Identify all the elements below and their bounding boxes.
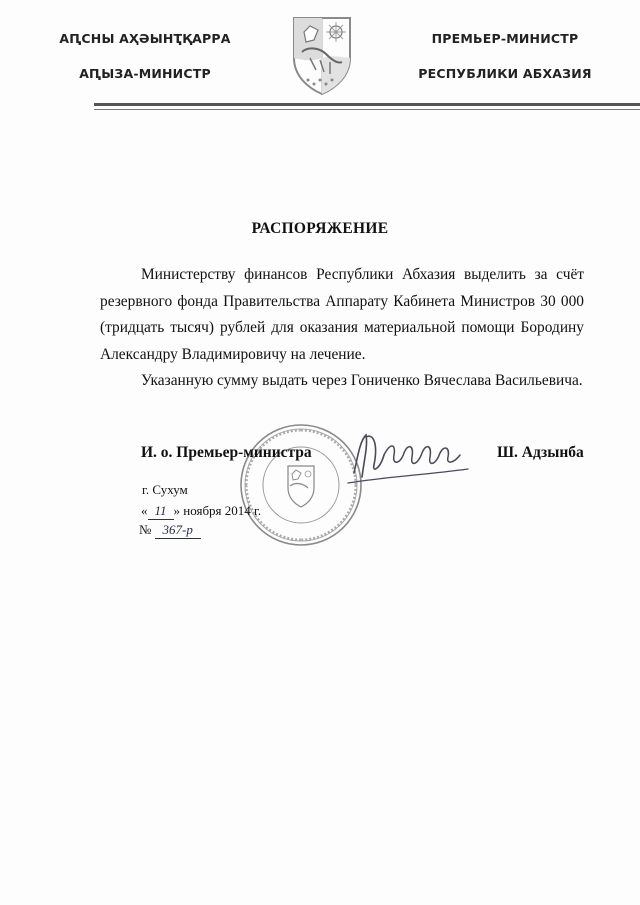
date-open-quote: « bbox=[141, 503, 148, 518]
signatory-position: И. о. Премьер-министра bbox=[141, 444, 312, 461]
number-label: № bbox=[139, 522, 152, 537]
number-handwritten: 367-р bbox=[162, 522, 193, 537]
body-paragraph-2: Указанную сумму выдать через Гониченко Вячеслава Васильевича. bbox=[141, 372, 583, 389]
issue-city: г. Сухум bbox=[142, 482, 188, 497]
date-month-year: » ноября 2014 г. bbox=[173, 503, 262, 518]
header-rule-thick bbox=[94, 103, 640, 106]
signatory-name: Ш. Адзынба bbox=[497, 444, 584, 461]
date-day-handwritten: 11 bbox=[154, 503, 167, 518]
date-day-field bbox=[148, 503, 174, 520]
issue-date bbox=[141, 503, 261, 520]
header-right-line1: ПРЕМЬЕР-МИНИСТР bbox=[431, 31, 579, 46]
header-left-line1: АԤСНЫ АҲӘЫНҬҚАРРА bbox=[59, 31, 231, 46]
document-title: РАСПОРЯЖЕНИЕ bbox=[251, 220, 389, 237]
number-field bbox=[155, 522, 201, 539]
handwritten-signature bbox=[344, 425, 474, 489]
body-paragraph-1: Министерству финансов Республики Абхазия выделить за счёт резервного фонда Правительства Аппарату Кабинета Министров 30 000 (тридцать тысяч) рублей для оказания материальной помощи Бородину Александру Владимировичу на лечение. bbox=[100, 266, 584, 363]
coat-of-arms-emblem bbox=[290, 14, 354, 96]
header-rule-thin bbox=[94, 109, 640, 110]
header-left-line2: АԤЫЗА-МИНИСТР bbox=[79, 66, 211, 81]
document-number bbox=[139, 522, 201, 539]
document-body bbox=[100, 262, 584, 395]
header-right-line2: РЕСПУБЛИКИ АБХАЗИЯ bbox=[418, 66, 592, 81]
